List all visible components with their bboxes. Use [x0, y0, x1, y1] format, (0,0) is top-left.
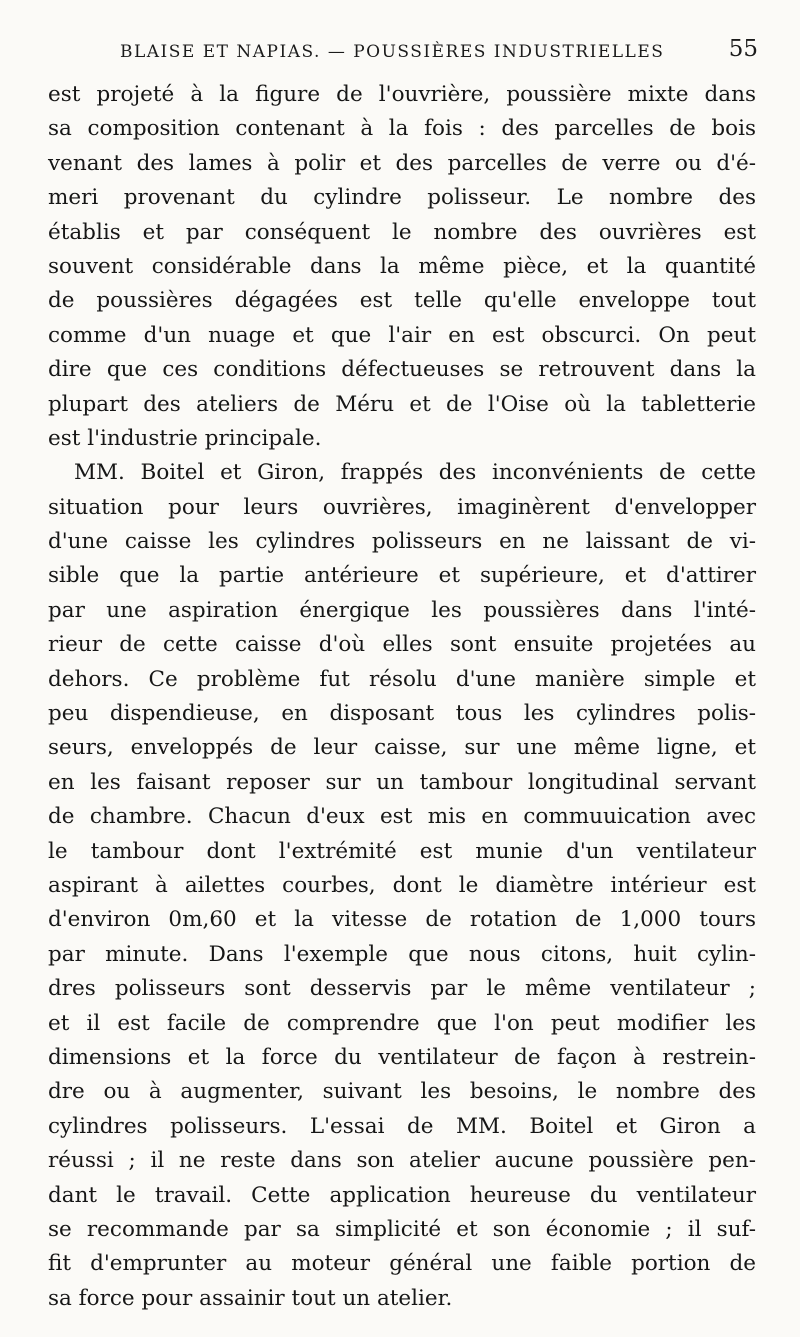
text-line: réussi ; il ne reste dans son atelier aucune poussière pen- [48, 1148, 756, 1174]
page-header [48, 36, 758, 72]
text-line: de poussières dégagées est telle qu'elle enveloppe tout [48, 288, 756, 314]
text-line: peu dispendieuse, en disposant tous les cylindres polis- [48, 701, 756, 727]
text-line: d'environ 0m,60 et la vitesse de rotation de 1,000 tours [48, 907, 756, 933]
text-line: par une aspiration énergique les poussières dans l'inté- [48, 597, 756, 623]
text-line: plupart des ateliers de Méru et de l'Oise où la tabletterie [48, 391, 756, 417]
text-line: d'une caisse les cylindres polisseurs en ne laissant de vi- [48, 529, 756, 555]
text-line: cylindres polisseurs. L'essai de MM. Boitel et Giron a [48, 1113, 756, 1139]
text-line: MM. Boitel et Giron, frappés des inconvénients de cette [74, 460, 756, 486]
paragraph [48, 78, 756, 456]
text-line: fit d'emprunter au moteur général une faible portion de [48, 1251, 756, 1277]
text-line: dehors. Ce problème fut résolu d'une manière simple et [48, 666, 756, 692]
text-line: dant le travail. Cette application heureuse du ventilateur [48, 1182, 756, 1208]
text-line: se recommande par sa simplicité et son économie ; il suf- [48, 1216, 756, 1242]
text-line: dres polisseurs sont desservis par le même ventilateur ; [48, 976, 756, 1002]
page-number: 55 [728, 36, 758, 62]
text-line: seurs, enveloppés de leur caisse, sur une même ligne, et [48, 735, 756, 761]
text-line: sible que la partie antérieure et supérieure, et d'attirer [48, 563, 756, 589]
text-line: sa force pour assainir tout un atelier. [48, 1285, 453, 1311]
text-line: par minute. Dans l'exemple que nous citons, huit cylin- [48, 941, 756, 967]
text-line: meri provenant du cylindre polisseur. Le nombre des [48, 185, 756, 211]
text-line: est projeté à la figure de l'ouvrière, poussière mixte dans [48, 82, 756, 107]
paragraph [48, 456, 756, 1316]
text-line: sa composition contenant à la fois : des parcelles de bois [48, 116, 756, 142]
text-line: de chambre. Chacun d'eux est mis en commuuication avec [48, 804, 756, 830]
text-line: aspirant à ailettes courbes, dont le diamètre intérieur est [48, 872, 756, 898]
running-head: BLAISE ET NAPIAS. — POUSSIÈRES INDUSTRIELLES [120, 42, 665, 62]
text-line: établis et par conséquent le nombre des ouvrières est [48, 219, 756, 245]
text-line: et il est facile de comprendre que l'on peut modifier les [48, 1010, 756, 1036]
text-line: comme d'un nuage et que l'air en est obscurci. On peut [48, 322, 756, 348]
text-line: dire que ces conditions défectueuses se retrouvent dans la [48, 357, 756, 383]
body-text [48, 78, 756, 1316]
text-line: rieur de cette caisse d'où elles sont ensuite projetées au [48, 632, 756, 658]
text-line: en les faisant reposer sur un tambour longitudinal servant [48, 769, 756, 795]
text-line: est l'industrie principale. [48, 425, 322, 451]
text-line: souvent considérable dans la même pièce, et la quantité [48, 253, 756, 279]
text-line: venant des lames à polir et des parcelles de verre ou d'é- [48, 150, 756, 176]
text-line: situation pour leurs ouvrières, imaginèrent d'envelopper [48, 494, 756, 520]
text-line: dre ou à augmenter, suivant les besoins, le nombre des [48, 1079, 756, 1105]
text-line: dimensions et la force du ventilateur de façon à restrein- [48, 1044, 756, 1070]
text-line: le tambour dont l'extrémité est munie d'un ventilateur [48, 838, 756, 864]
